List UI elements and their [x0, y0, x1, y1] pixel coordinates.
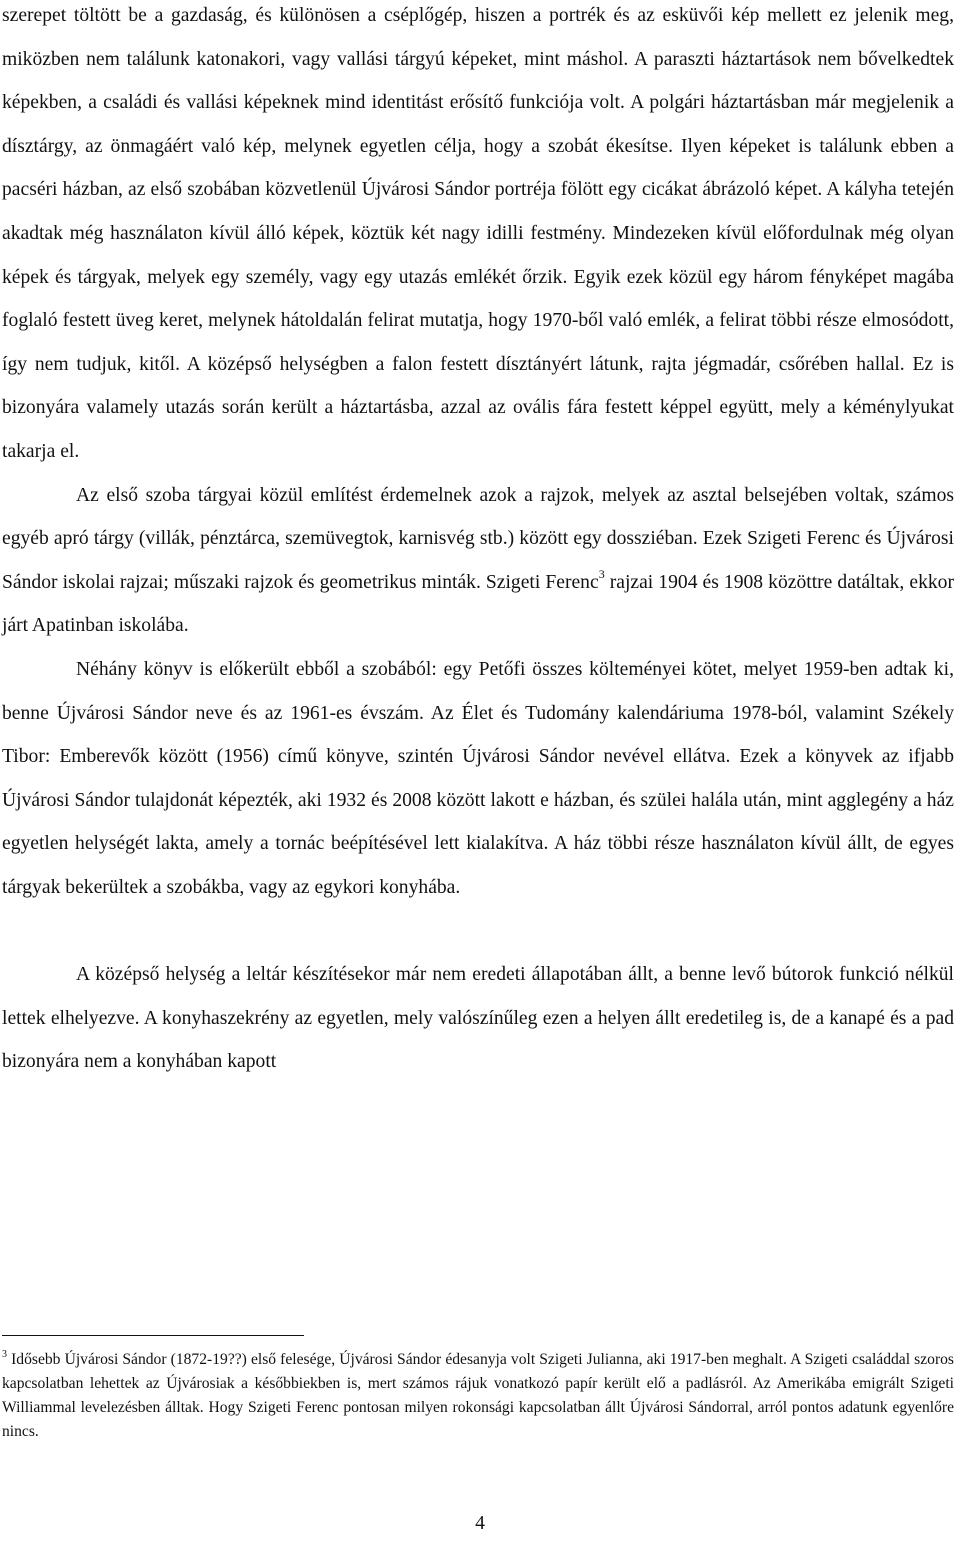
paragraph-2	[2, 474, 954, 648]
paragraph-2-text-before-ref: Az első szoba tárgyai közül említést érdemelnek azok a rajzok, melyek az asztal belsejében voltak, számos egyéb apró tárgy (villák, pénztárca, szemüvegtok, karnisvég stb.) között egy dossziéban. Ezek Szigeti Ferenc és Újvárosi Sándor iskolai rajzai; műszaki rajzok és geometrikus minták. Szigeti Ferenc	[2, 484, 954, 593]
paragraph-4: A középső helység a leltár készítésekor már nem eredeti állapotában állt, a benne levő bútorok funkció nélkül lettek elhelyezve. A konyhaszekrény az egyetlen, mely valószínűleg ezen a helyen állt eredetileg is, de a kanapé és a pad bizonyára nem a konyhában kapott	[2, 964, 954, 1073]
paragraph-3: Néhány könyv is előkerült ebből a szobából: egy Petőfi összes költeményei kötet, melyet 1959-ben adtak ki, benne Újvárosi Sándor neve és az 1961-es évszám. Az Élet és Tudomány kalendáriuma 1978-ból, valamint Székely Tibor: Emberevők között (1956) című könyve, szintén Újvárosi Sándor nevével ellátva. Ezek a könyvek az ifjabb Újvárosi Sándor tulajdonát képezték, aki 1932 és 2008 között lakott e házban, és szülei halála után, mint agglegény a ház egyetlen helységét lakta, amely a tornác beépítésével lett kialakítva. A ház többi része használaton kívül állt, de egyes tárgyak bekerültek a szobákba, vagy az egykori konyhába.	[2, 658, 954, 898]
footnote-text: Idősebb Újvárosi Sándor (1872-19??) első felesége, Újvárosi Sándor édesanyja volt Szigeti Julianna, aki 1917-ben meghalt. A Szigeti családdal szoros kapcsolatban lehettek az Újvárosiak a későbbiekben is, mert számos rájuk vonatkozó papír került elő a padlásról. Az Amerikába emigrált Szigeti Williammal levelezésben álltak. Hogy Szigeti Ferenc pontosan milyen rokonsági kapcsolatban állt Újvárosi Sándorral, arról pontos adatunk egyenlőre nincs.	[2, 1351, 954, 1440]
page-number: 4	[475, 1513, 485, 1534]
paragraph-2-text-after-ref: rajzai 1904 és 1908 közöttre datáltak, ekkor járt Apatinban iskolába.	[2, 571, 954, 637]
footnote-separator	[2, 1335, 304, 1336]
paragraph-1: szerepet töltött be a gazdaság, és különösen a cséplőgép, hiszen a portrék és az esküvői kép mellett ez jelenik meg, miközben nem találunk katonakori, vagy vallási tárgyú képeket, mint máshol. A paraszti háztartások nem bővelkedtek képekben, a családi és vallási képeknek mind identitást erősítő funkciója volt. A polgári háztartásban már megjelenik a dísztárgy, az önmagáért való kép, melynek egyetlen célja, hogy a szobát ékesítse. Ilyen képeket is találunk ebben a pacséri házban, az első szobában közvetlenül Újvárosi Sándor portréja fölött egy cicákat ábrázoló képet. A kályha tetején akadtak még használaton kívül álló képek, köztük két nagy idilli festmény. Mindezeken kívül előfordulnak még olyan képek és tárgyak, melyek egy személy, vagy egy utazás emlékét őrzik. Egyik ezek közül egy három fényképet magába foglaló festett üveg keret, melynek hátoldalán felirat mutatja, hogy 1970-ből való emlék, a felirat többi része elmosódott, így nem tudjuk, kitől. A középső helységben a falon festett dísztányért látunk, rajta jégmadár, csőrében hallal. Ez is bizonyára valamely utazás során került a háztartásba, azzal az ovális fára festett képpel együtt, mely a kéménylyukat takarja el.	[2, 5, 954, 462]
footnote-reference[interactable]: 3	[598, 567, 605, 582]
body-text	[2, 0, 954, 1084]
footnote-marker: 3	[2, 1348, 7, 1360]
footnote-3	[2, 1348, 954, 1444]
